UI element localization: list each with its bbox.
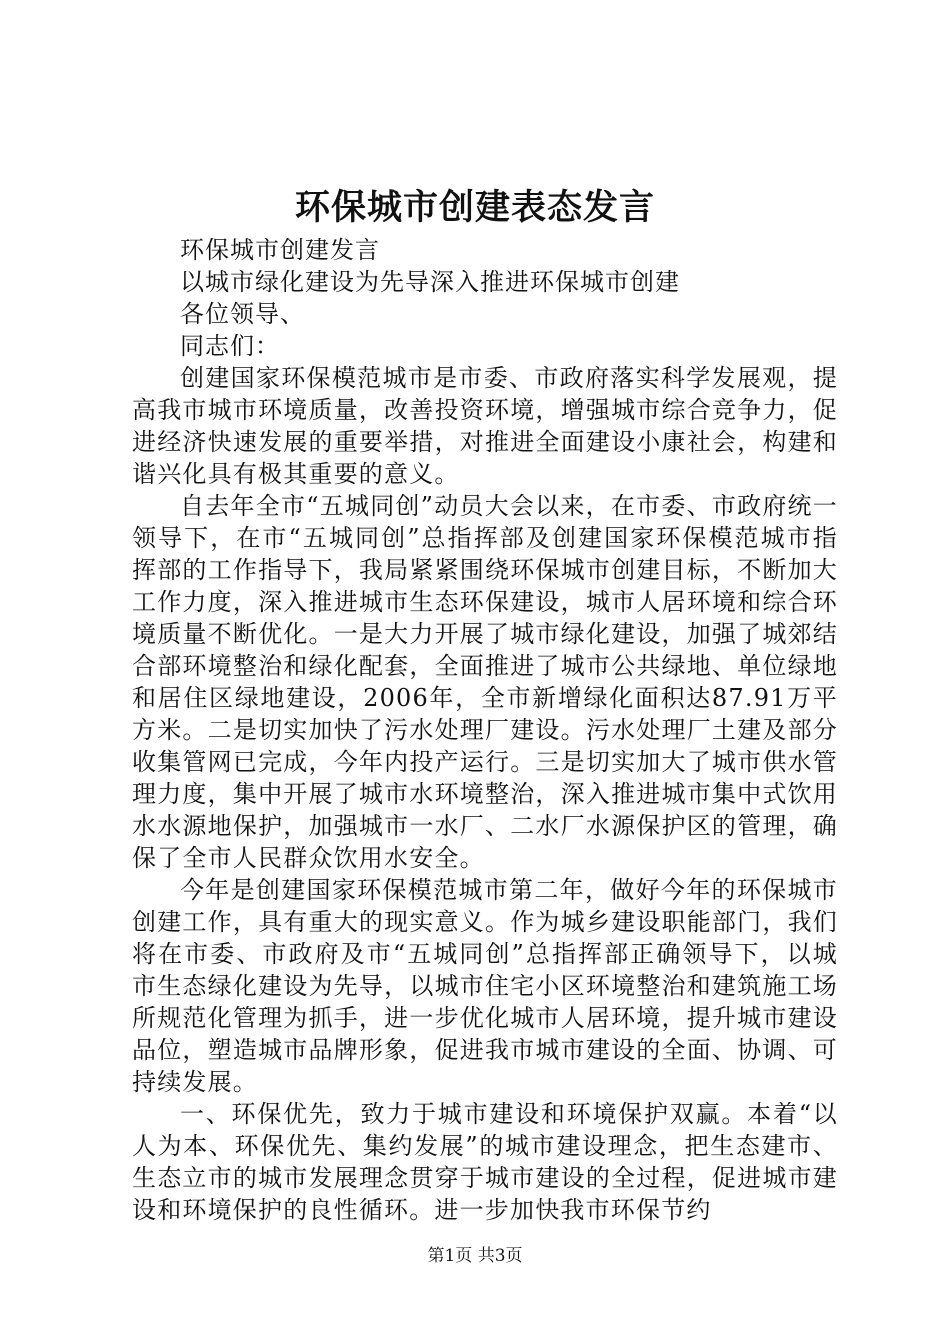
speech-heading: 环保城市创建发言 xyxy=(180,236,380,264)
paragraph-1: 创建国家环保模范城市是市委、市政府落实科学发展观，提高我市城市环境质量，改善投资环境，增强城市综合竞争力，促进经济快速发展的重要举措，对推进全面建设小康社会，构建和谐兴化具有极其重要的意义。 xyxy=(132,364,838,488)
salutation-leaders: 各位领导、 xyxy=(180,300,305,328)
salutation-comrades: 同志们： xyxy=(180,332,280,360)
document-title: 环保城市创建表态发言 xyxy=(294,187,655,228)
paragraph-3: 今年是创建国家环保模范城市第二年，做好今年的环保城市创建工作，具有重大的现实意义。作为城乡建设职能部门，我们将在市委、市政府及市“五城同创”总指挥部正确领导下，以城市生态绿化建设为先导，以城市住宅小区环境整治和建筑施工场所规范化管理为抓手，进一步优化城市人居环境，提升城市建设品位，塑造城市品牌形象，促进我市城市建设的全面、协调、可持续发展。 xyxy=(132,876,838,1096)
page-footer: 第1页 共3页 xyxy=(427,1246,523,1266)
paragraph-2: 自去年全市“五城同创”动员大会以来，在市委、市政府统一领导下，在市“五城同创”总指挥部及创建国家环保模范城市指挥部的工作指导下，我局紧紧围绕环保城市创建目标，不断加大工作力度，深入推进城市生态环保建设，城市人居环境和综合环境质量不断优化。一是大力开展了城市绿化建设，加强了城郊结合部环境整治和绿化配套，全面推进了城市公共绿地、单位绿地和居住区绿地建设，2006年，全市新增绿化面积达87.91万平方米。二是切实加快了污水处理厂建设。污水处理厂土建及部分收集管网已完成，今年内投产运行。三是切实加大了城市供水管理力度，集中开展了城市水环境整治，深入推进城市集中式饮用水水源地保护，加强城市一水厂、二水厂水源保护区的管理，确保了全市人民群众饮用水安全。 xyxy=(132,492,838,872)
speech-subtitle: 以城市绿化建设为先导深入推进环保城市创建 xyxy=(180,268,680,296)
document-body xyxy=(132,234,838,1226)
paragraph-4: 一、环保优先，致力于城市建设和环境保护双赢。本着“以人为本、环保优先、集约发展”的城市建设理念，把生态建市、生态立市的城市发展理念贯穿于城市建设的全过程，促进城市建设和环境保护的良性循环。进一步加快我市环保节约 xyxy=(132,1100,838,1224)
